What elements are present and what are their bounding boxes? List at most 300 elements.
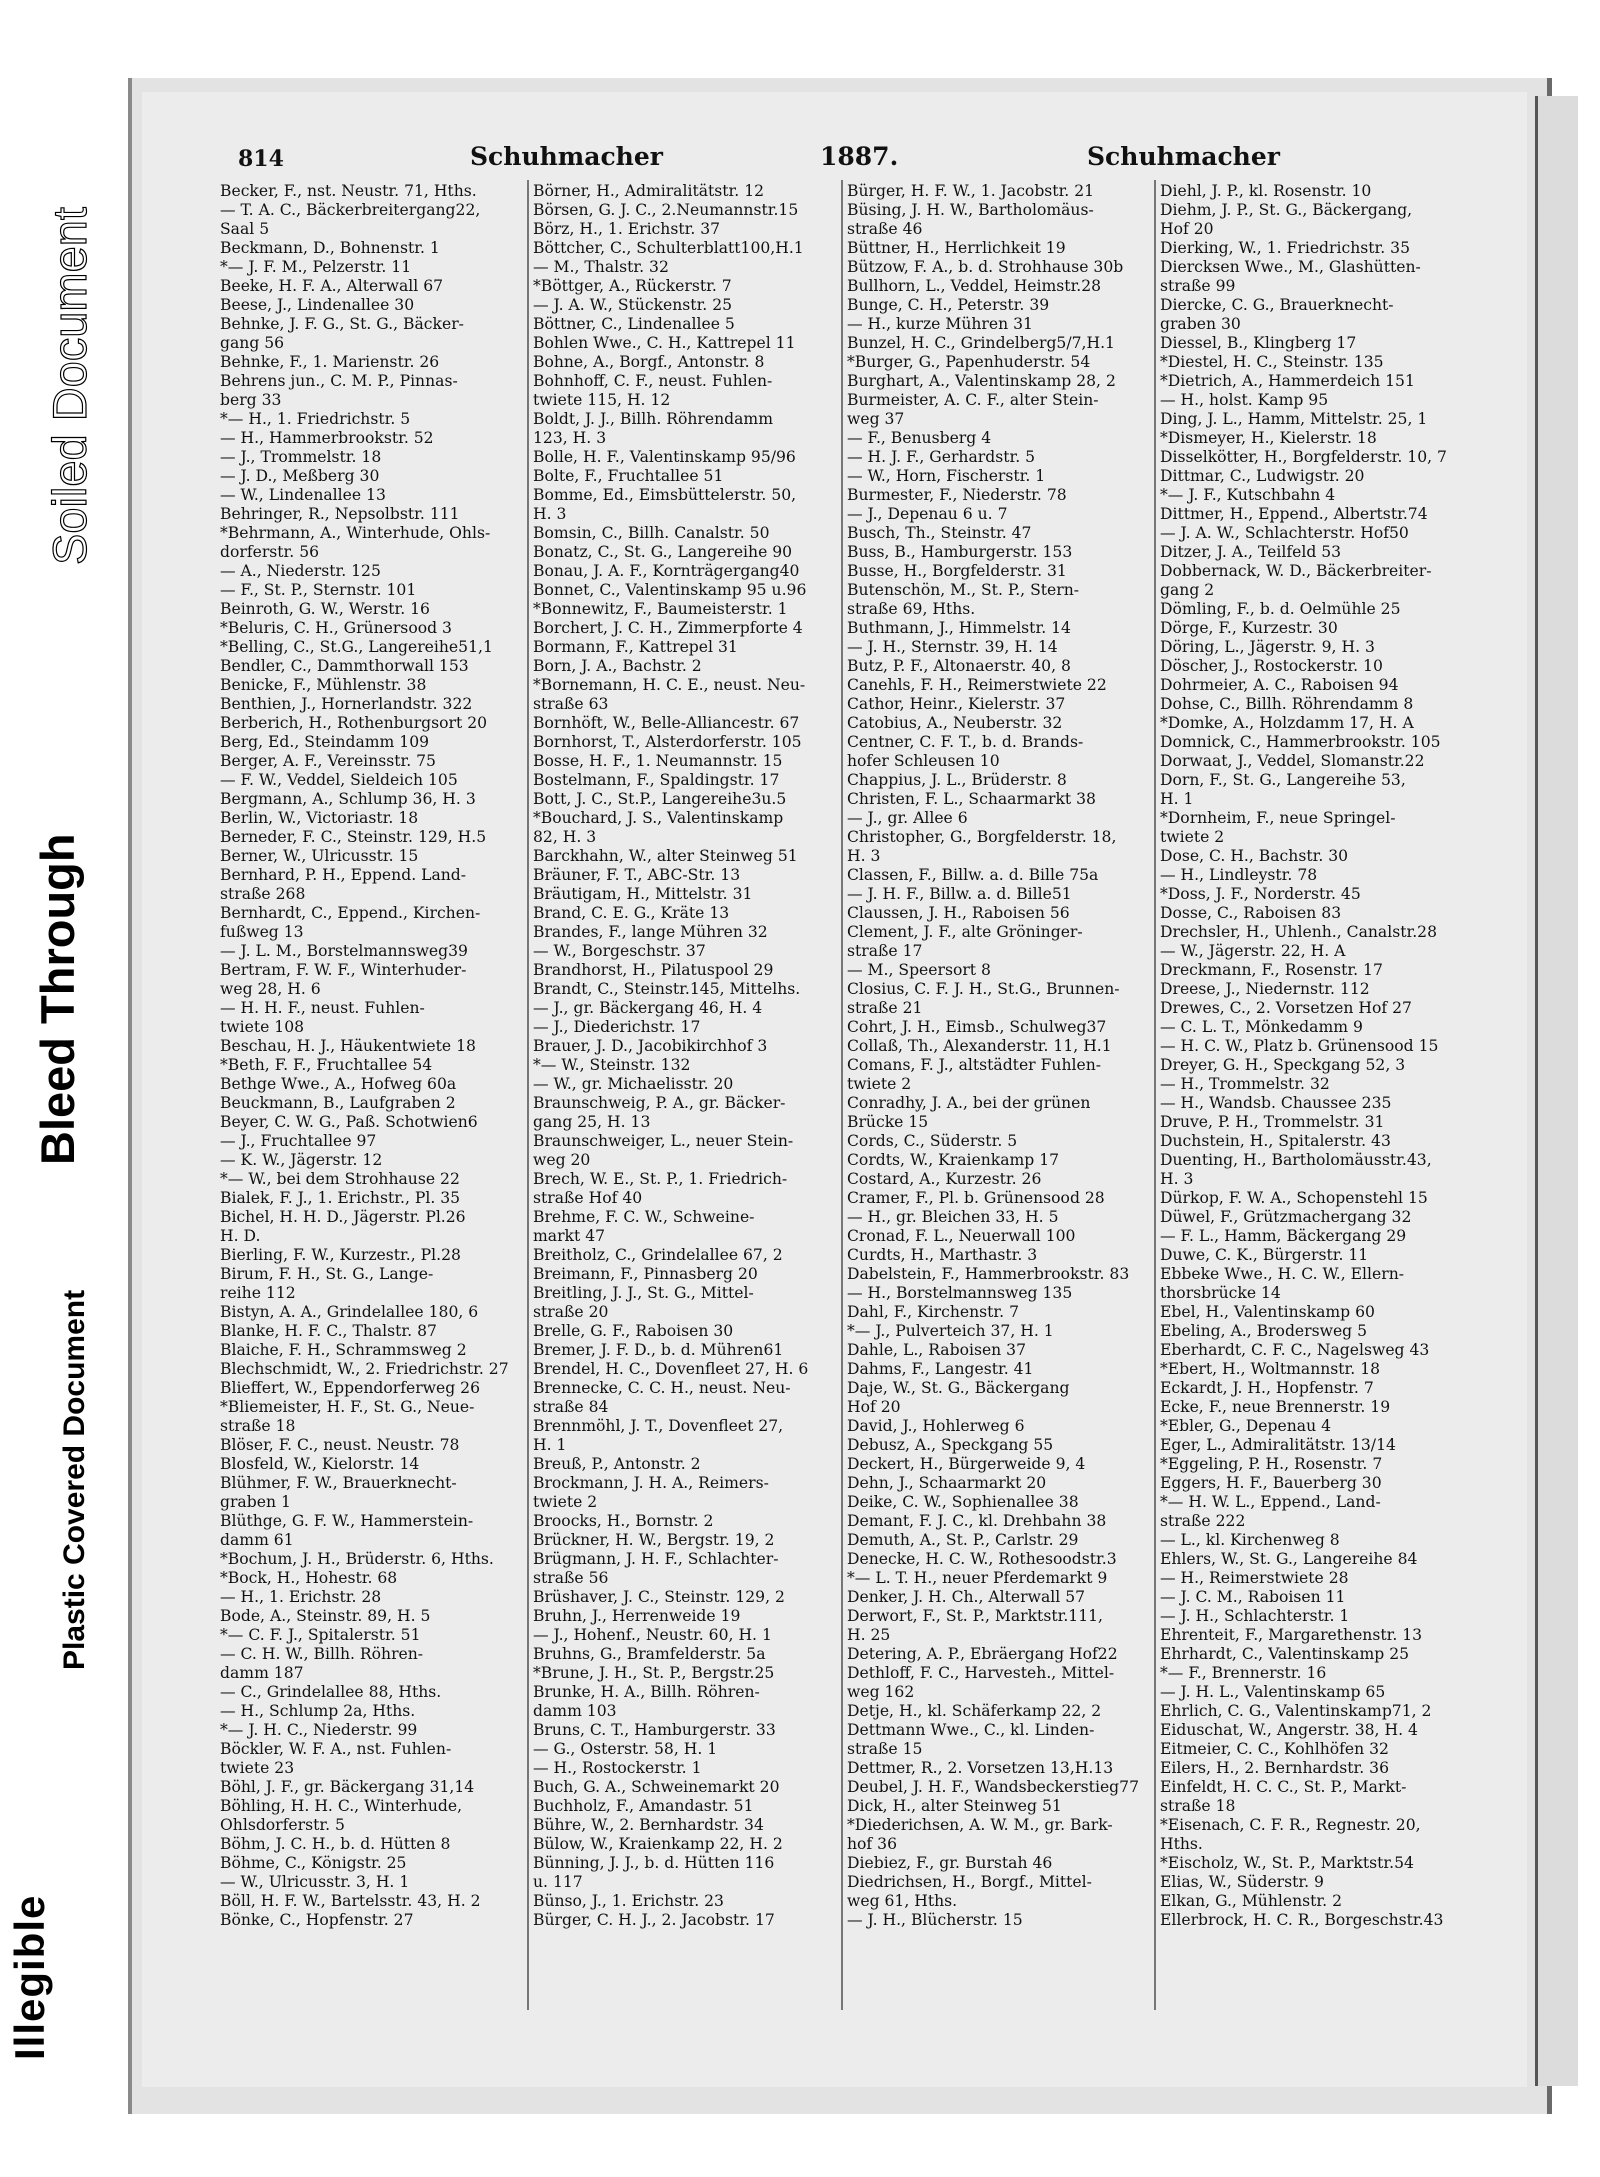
directory-entry: *— L. T. H., neuer Pferdemarkt 9: [847, 1569, 1108, 1587]
directory-entry: Domnick, C., Hammerbrookstr. 105: [1160, 733, 1441, 751]
directory-entry: H. 3: [533, 505, 567, 523]
directory-entry: Dreckmann, F., Rosenstr. 17: [1160, 961, 1383, 979]
directory-entry: — H., Wandsb. Chaussee 235: [1160, 1094, 1392, 1112]
directory-entry: twiete 2: [1160, 828, 1225, 846]
directory-entry: Bergmann, A., Schlump 36, H. 3: [220, 790, 476, 808]
directory-entry: Bolte, F., Fruchtallee 51: [533, 467, 724, 485]
directory-entry: Börner, H., Admiralitätstr. 12: [533, 182, 765, 200]
directory-entry: Brech, W. E., St. P., 1. Friedrich-: [533, 1170, 788, 1188]
directory-entry: Dettmer, R., 2. Vorsetzen 13,H.13: [847, 1759, 1114, 1777]
directory-entry: Breitling, J. J., St. G., Mittel-: [533, 1284, 754, 1302]
directory-entry: — H., Lindleystr. 78: [1160, 866, 1318, 884]
directory-entry: Berlin, W., Victoriastr. 18: [220, 809, 419, 827]
running-head-year: 1887.: [820, 142, 899, 171]
directory-entry: Bürger, H. F. W., 1. Jacobstr. 21: [847, 182, 1095, 200]
directory-entry: *— H., 1. Friedrichstr. 5: [220, 410, 411, 428]
directory-entry: Buss, B., Hamburgerstr. 153: [847, 543, 1073, 561]
directory-entry: Cronad, F. L., Neuerwall 100: [847, 1227, 1076, 1245]
directory-entry: Broocks, H., Bornstr. 2: [533, 1512, 714, 1530]
directory-entry: Brehme, F. C. W., Schweine-: [533, 1208, 755, 1226]
directory-entry: *Belling, C., St.G., Langereihe51,1: [220, 638, 493, 656]
directory-entry: Christopher, G., Borgfelderstr. 18,: [847, 828, 1117, 846]
directory-entry: Bünning, J. J., b. d. Hütten 116: [533, 1854, 775, 1872]
directory-entry: Berneder, F. C., Steinstr. 129, H.5: [220, 828, 487, 846]
directory-entry: Druve, P. H., Trommelstr. 31: [1160, 1113, 1385, 1131]
directory-entry: *Bochum, J. H., Brüderstr. 6, Hths.: [220, 1550, 494, 1568]
directory-entry: Dehn, J., Schaarmarkt 20: [847, 1474, 1047, 1492]
directory-entry: Eggers, H. F., Bauerberg 30: [1160, 1474, 1382, 1492]
directory-entry: Brunke, H. A., Billh. Röhren-: [533, 1683, 760, 1701]
directory-entry: Cordts, W., Kraienkamp 17: [847, 1151, 1060, 1169]
directory-entry: Busse, H., Borgfelderstr. 31: [847, 562, 1067, 580]
directory-entry: Demant, F. J. C., kl. Drehbahn 38: [847, 1512, 1107, 1530]
stamp-illegible: Illegible: [6, 1894, 53, 2060]
directory-entry: Duwe, C. K., Bürgerstr. 11: [1160, 1246, 1369, 1264]
directory-entry: Breimann, F., Pinnasberg 20: [533, 1265, 758, 1283]
directory-entry: Becker, F., nst. Neustr. 71, Hths.: [220, 182, 477, 200]
directory-entry: Brandt, C., Steinstr.145, Mittelhs.: [533, 980, 801, 998]
directory-entry: Bostelmann, F., Spaldingstr. 17: [533, 771, 780, 789]
directory-entry: *— J. H. C., Niederstr. 99: [220, 1721, 418, 1739]
directory-entry: hof 36: [847, 1835, 898, 1853]
directory-entry: Bönke, C., Hopfenstr. 27: [220, 1911, 414, 1929]
directory-entry: Beeke, H. F. A., Alterwall 67: [220, 277, 444, 295]
directory-entry: Chappius, J. L., Brüderstr. 8: [847, 771, 1067, 789]
directory-entry: Diercksen Wwe., M., Glashütten-: [1160, 258, 1421, 276]
directory-entry: Blechschmidt, W., 2. Friedrichstr. 27: [220, 1360, 509, 1378]
directory-entry: Blüthge, G. F. W., Hammerstein-: [220, 1512, 474, 1530]
directory-entry: H. 3: [1160, 1170, 1194, 1188]
directory-entry: Ecke, F., neue Brennerstr. 19: [1160, 1398, 1391, 1416]
directory-entry: Deike, C. W., Sophienallee 38: [847, 1493, 1079, 1511]
directory-entry: — J. H. L., Valentinskamp 65: [1160, 1683, 1386, 1701]
directory-entry: Einfeldt, H. C. C., St. P., Markt-: [1160, 1778, 1407, 1796]
directory-entry: gang 25, H. 13: [533, 1113, 651, 1131]
directory-entry: — H., Rostockerstr. 1: [533, 1759, 702, 1777]
directory-entry: Böttner, C., Lindenallee 5: [533, 315, 735, 333]
directory-entry: Hof 20: [847, 1398, 901, 1416]
directory-entry: *Bock, H., Hohestr. 68: [220, 1569, 398, 1587]
directory-entry: straße 56: [533, 1569, 609, 1587]
directory-entry: Drewes, C., 2. Vorsetzen Hof 27: [1160, 999, 1412, 1017]
directory-entry: *Eischolz, W., St. P., Marktstr.54: [1160, 1854, 1414, 1872]
directory-entry: — H., kurze Mühren 31: [847, 315, 1033, 333]
directory-entry: Butenschön, M., St. P., Stern-: [847, 581, 1080, 599]
directory-entry: Elias, W., Süderstr. 9: [1160, 1873, 1324, 1891]
directory-entry: Bernhardt, C., Eppend., Kirchen-: [220, 904, 481, 922]
directory-entry: straße 84: [533, 1398, 609, 1416]
directory-entry: *— C. F. J., Spitalerstr. 51: [220, 1626, 421, 1644]
directory-entry: *— J. F. M., Pelzerstr. 11: [220, 258, 412, 276]
directory-entry: — J. C. M., Raboisen 11: [1160, 1588, 1346, 1606]
directory-entry: u. 117: [533, 1873, 583, 1891]
directory-entry: Dreese, J., Niedernstr. 112: [1160, 980, 1370, 998]
directory-entry: Brennmöhl, J. T., Dovenfleet 27,: [533, 1417, 784, 1435]
directory-entry: *— J., Pulverteich 37, H. 1: [847, 1322, 1054, 1340]
directory-entry: — J. L. M., Borstelmannsweg39: [220, 942, 468, 960]
directory-entry: Böhling, H. H. C., Winterhude,: [220, 1797, 463, 1815]
directory-entry: Burmester, F., Niederstr. 78: [847, 486, 1067, 504]
directory-entry: Behnke, F., 1. Marienstr. 26: [220, 353, 440, 371]
directory-entry: Bützow, F. A., b. d. Strohhause 30b: [847, 258, 1124, 276]
directory-entry: Bornhöft, W., Belle-Alliancestr. 67: [533, 714, 800, 732]
directory-entry: Dabelstein, F., Hammerbrookstr. 83: [847, 1265, 1130, 1283]
directory-entry: Diehl, J. P., kl. Rosenstr. 10: [1160, 182, 1372, 200]
directory-entry: weg 28, H. 6: [220, 980, 321, 998]
directory-entry: Debusz, A., Speckgang 55: [847, 1436, 1054, 1454]
directory-entry: Ebeling, A., Brodersweg 5: [1160, 1322, 1368, 1340]
directory-entry: Dohse, C., Billh. Röhrendamm 8: [1160, 695, 1414, 713]
directory-entry: Böhl, J. F., gr. Bäckergang 31,14: [220, 1778, 475, 1796]
directory-entry: Diessel, B., Klingberg 17: [1160, 334, 1357, 352]
directory-entry: 82, H. 3: [533, 828, 597, 846]
directory-entry: dorferstr. 56: [220, 543, 320, 561]
directory-entry: gang 56: [220, 334, 285, 352]
directory-entry: — W., Lindenallee 13: [220, 486, 386, 504]
directory-entry: Braunschweiger, L., neuer Stein-: [533, 1132, 794, 1150]
directory-entry: Bierling, F. W., Kurzestr., Pl.28: [220, 1246, 461, 1264]
directory-entry: H. 1: [1160, 790, 1194, 808]
directory-entry: straße 69, Hths.: [847, 600, 976, 618]
directory-entry: Döring, L., Jägerstr. 9, H. 3: [1160, 638, 1375, 656]
directory-entry: Christen, F. L., Schaarmarkt 38: [847, 790, 1096, 808]
running-head-left: Schuhmacher: [470, 142, 663, 171]
directory-entry: Behringer, R., Nepsolbstr. 111: [220, 505, 460, 523]
directory-entry: Breuß, P., Antonstr. 2: [533, 1455, 701, 1473]
directory-entry: Büttner, H., Herrlichkeit 19: [847, 239, 1066, 257]
directory-entry: Ohlsdorferstr. 5: [220, 1816, 345, 1834]
directory-entry: Brüshaver, J. C., Steinstr. 129, 2: [533, 1588, 785, 1606]
directory-entry: straße 15: [847, 1740, 923, 1758]
directory-entry: markt 47: [533, 1227, 606, 1245]
directory-entry: Dömling, F., b. d. Oelmühle 25: [1160, 600, 1401, 618]
directory-entry: Bremer, J. F. D., b. d. Mühren61: [533, 1341, 784, 1359]
directory-entry: — J., Fruchtallee 97: [220, 1132, 377, 1150]
directory-entry: twiete 23: [220, 1759, 295, 1777]
directory-entry: — J., gr. Bäckergang 46, H. 4: [533, 999, 763, 1017]
directory-entry: Duenting, H., Bartholomäusstr.43,: [1160, 1151, 1432, 1169]
directory-entry: Eger, L., Admiralitätstr. 13/14: [1160, 1436, 1396, 1454]
directory-entry: Bertram, F. W. F., Winterhuder-: [220, 961, 467, 979]
directory-entry: Breitholz, C., Grindelallee 67, 2: [533, 1246, 783, 1264]
directory-entry: weg 20: [533, 1151, 591, 1169]
directory-entry: Beinroth, G. W., Werstr. 16: [220, 600, 430, 618]
directory-entry: Brennecke, C. C. H., neust. Neu-: [533, 1379, 791, 1397]
directory-entry: *— W., bei dem Strohhause 22: [220, 1170, 460, 1188]
directory-entry: Curdts, H., Marthastr. 3: [847, 1246, 1038, 1264]
directory-entry: 123, H. 3: [533, 429, 607, 447]
directory-entry: — W., Jägerstr. 22, H. A: [1160, 942, 1346, 960]
directory-entry: Brügmann, J. H. F., Schlachter-: [533, 1550, 779, 1568]
directory-entry: — T. A. C., Bäckerbreitergang22,: [220, 201, 481, 219]
directory-entry: — W., Horn, Fischerstr. 1: [847, 467, 1046, 485]
directory-entry: Eitmeier, C. C., Kohlhöfen 32: [1160, 1740, 1389, 1758]
directory-entry: Borchert, J. C. H., Zimmerpforte 4: [533, 619, 803, 637]
directory-entry: — H., Borstelmannsweg 135: [847, 1284, 1073, 1302]
directory-entry: Butz, P. F., Altonaerstr. 40, 8: [847, 657, 1071, 675]
directory-entry: Busch, Th., Steinstr. 47: [847, 524, 1032, 542]
directory-entry: *Diederichsen, A. W. M., gr. Bark-: [847, 1816, 1113, 1834]
directory-entry: Bornhorst, T., Alsterdorferstr. 105: [533, 733, 802, 751]
directory-entry: *Doss, J. F., Norderstr. 45: [1160, 885, 1361, 903]
directory-entry: *— H. W. L., Eppend., Land-: [1160, 1493, 1381, 1511]
directory-entry: *Dismeyer, H., Kielerstr. 18: [1160, 429, 1377, 447]
directory-entry: — C., Grindelallee 88, Hths.: [220, 1683, 442, 1701]
directory-entry: Buch, G. A., Schweinemarkt 20: [533, 1778, 780, 1796]
directory-entry: — M., Thalstr. 32: [533, 258, 669, 276]
directory-entry: Conradhy, J. A., bei der grünen: [847, 1094, 1091, 1112]
directory-entry: Brückner, H. W., Bergstr. 19, 2: [533, 1531, 775, 1549]
directory-column-3: [847, 182, 1147, 2012]
directory-entry: gang 2: [1160, 581, 1215, 599]
directory-column-1: [220, 182, 520, 2012]
directory-entry: — J., Hohenf., Neustr. 60, H. 1: [533, 1626, 772, 1644]
directory-entry: — H., Trommelstr. 32: [1160, 1075, 1330, 1093]
directory-entry: — H., holst. Kamp 95: [1160, 391, 1329, 409]
directory-entry: — F. L., Hamm, Bäckergang 29: [1160, 1227, 1407, 1245]
directory-entry: — F., St. P., Sternstr. 101: [220, 581, 417, 599]
directory-entry: Bormann, F., Kattrepel 31: [533, 638, 738, 656]
directory-entry: *Diestel, H. C., Steinstr. 135: [1160, 353, 1384, 371]
directory-entry: Bruhn, J., Herrenweide 19: [533, 1607, 741, 1625]
directory-entry: *Beluris, C. H., Grünersood 3: [220, 619, 452, 637]
directory-entry: H. 25: [847, 1626, 891, 1644]
directory-entry: Brand, C. E. G., Kräte 13: [533, 904, 730, 922]
directory-entry: Berberich, H., Rothenburgsort 20: [220, 714, 488, 732]
directory-entry: Bunge, C. H., Peterstr. 39: [847, 296, 1050, 314]
directory-entry: Barckhahn, W., alter Steinweg 51: [533, 847, 798, 865]
directory-entry: Boldt, J. J., Billh. Röhrendamm: [533, 410, 773, 428]
directory-entry: Brelle, G. F., Raboisen 30: [533, 1322, 734, 1340]
directory-entry: Bülow, W., Kraienkamp 22, H. 2: [533, 1835, 783, 1853]
directory-entry: Cathor, Heinr., Kielerstr. 37: [847, 695, 1066, 713]
directory-entry: Böll, H. F. W., Bartelsstr. 43, H. 2: [220, 1892, 481, 1910]
directory-entry: weg 162: [847, 1683, 915, 1701]
directory-entry: Ehrlich, C. G., Valentinskamp71, 2: [1160, 1702, 1432, 1720]
directory-entry: *Ebert, H., Woltmannstr. 18: [1160, 1360, 1381, 1378]
directory-entry: *— J. F., Kutschbahn 4: [1160, 486, 1336, 504]
directory-entry: Bohnhoff, C. F., neust. Fuhlen-: [533, 372, 773, 390]
directory-entry: *Bonnewitz, F., Baumeisterstr. 1: [533, 600, 788, 618]
directory-entry: Bohne, A., Borgf., Antonstr. 8: [533, 353, 765, 371]
directory-entry: *Ebler, G., Depenau 4: [1160, 1417, 1332, 1435]
directory-entry: *Eisenach, C. F. R., Regnestr. 20,: [1160, 1816, 1421, 1834]
directory-entry: Diercke, C. G., Brauerknecht-: [1160, 296, 1394, 314]
directory-entry: straße 17: [847, 942, 923, 960]
directory-entry: Bernhard, P. H., Eppend. Land-: [220, 866, 467, 884]
directory-entry: Bürger, C. H. J., 2. Jacobstr. 17: [533, 1911, 775, 1929]
directory-entry: Blaiche, F. H., Schrammsweg 2: [220, 1341, 467, 1359]
directory-entry: Collaß, Th., Alexanderstr. 11, H.1: [847, 1037, 1112, 1055]
directory-entry: Dahms, F., Langestr. 41: [847, 1360, 1034, 1378]
directory-entry: Dierking, W., 1. Friedrichstr. 35: [1160, 239, 1411, 257]
directory-entry: Comans, F. J., altstädter Fuhlen-: [847, 1056, 1102, 1074]
directory-entry: Daje, W., St. G., Bäckergang: [847, 1379, 1070, 1397]
directory-entry: *Eggeling, P. H., Rosenstr. 7: [1160, 1455, 1383, 1473]
column-rule: [1154, 180, 1156, 2010]
directory-entry: Dohrmeier, A. C., Raboisen 94: [1160, 676, 1399, 694]
directory-entry: Dittmer, H., Eppend., Albertstr.74: [1160, 505, 1428, 523]
directory-entry: Blosfeld, W., Kielorstr. 14: [220, 1455, 420, 1473]
directory-entry: *Dornheim, F., neue Springel-: [1160, 809, 1396, 827]
directory-entry: Canehls, F. H., Reimerstwiete 22: [847, 676, 1107, 694]
directory-entry: straße Hof 40: [533, 1189, 643, 1207]
directory-entry: Buthmann, J., Himmelstr. 14: [847, 619, 1071, 637]
directory-entry: — J., gr. Allee 6: [847, 809, 968, 827]
directory-entry: *— F., Brennerstr. 16: [1160, 1664, 1327, 1682]
directory-entry: — J., Diederichstr. 17: [533, 1018, 701, 1036]
directory-entry: Bruns, C. T., Hamburgerstr. 33: [533, 1721, 776, 1739]
column-rule: [841, 180, 843, 2010]
directory-entry: Costard, A., Kurzestr. 26: [847, 1170, 1042, 1188]
directory-entry: Börsen, G. J. C., 2.Neumannstr.15: [533, 201, 799, 219]
directory-entry: Elkan, G., Mühlenstr. 2: [1160, 1892, 1342, 1910]
directory-entry: *Burger, G., Papenhuderstr. 54: [847, 353, 1091, 371]
next-page-edge: [1535, 96, 1578, 2086]
directory-entry: *Beth, F. F., Fruchtallee 54: [220, 1056, 433, 1074]
directory-entry: Centner, C. F. T., b. d. Brands-: [847, 733, 1084, 751]
directory-entry: Brockmann, J. H. A., Reimers-: [533, 1474, 769, 1492]
directory-entry: Böhme, C., Königstr. 25: [220, 1854, 407, 1872]
stamp-bleed-through: Bleed Through: [31, 833, 84, 1165]
directory-entry: Dreyer, G. H., Speckgang 52, 3: [1160, 1056, 1406, 1074]
directory-entry: Dose, C. H., Bachstr. 30: [1160, 847, 1349, 865]
directory-entry: *Dietrich, A., Hammerdeich 151: [1160, 372, 1415, 390]
directory-entry: — H. C. W., Platz b. Grünensood 15: [1160, 1037, 1439, 1055]
scan-label-strip: [0, 0, 110, 2177]
directory-entry: Bruhns, G., Bramfelderstr. 5a: [533, 1645, 766, 1663]
page-number: 814: [238, 146, 284, 172]
directory-entry: Buchholz, F., Amandastr. 51: [533, 1797, 754, 1815]
directory-entry: David, J., Hohlerweg 6: [847, 1417, 1025, 1435]
directory-entry: — W., gr. Michaelisstr. 20: [533, 1075, 734, 1093]
directory-entry: weg 37: [847, 410, 905, 428]
directory-entry: — G., Osterstr. 58, H. 1: [533, 1740, 718, 1758]
directory-entry: — H., Schlump 2a, Hths.: [220, 1702, 416, 1720]
directory-entry: Ellerbrock, H. C. R., Borgeschstr.43: [1160, 1911, 1444, 1929]
directory-entry: *Behrmann, A., Winterhude, Ohls-: [220, 524, 491, 542]
directory-entry: Disselkötter, H., Borgfelderstr. 10, 7: [1160, 448, 1447, 466]
directory-entry: *Brune, J. H., St. P., Bergstr.25: [533, 1664, 775, 1682]
directory-entry: Demuth, A., St. P., Carlstr. 29: [847, 1531, 1079, 1549]
directory-entry: H. 1: [533, 1436, 567, 1454]
directory-entry: — K. W., Jägerstr. 12: [220, 1151, 383, 1169]
directory-entry: Bott, J. C., St.P., Langereihe3u.5: [533, 790, 787, 808]
directory-entry: Brandes, F., lange Mühren 32: [533, 923, 768, 941]
directory-entry: Burmeister, A. C. F., alter Stein-: [847, 391, 1099, 409]
directory-entry: Classen, F., Billw. a. d. Bille 75a: [847, 866, 1099, 884]
stamp-soiled-document: Soiled Document: [43, 207, 96, 565]
directory-entry: Clement, J. F., alte Gröninger-: [847, 923, 1083, 941]
directory-entry: Beese, J., Lindenallee 30: [220, 296, 415, 314]
directory-entry: reihe 112: [220, 1284, 296, 1302]
directory-entry: — J. H. F., Billw. a. d. Bille51: [847, 885, 1072, 903]
directory-entry: Closius, C. F. J. H., St.G., Brunnen-: [847, 980, 1120, 998]
directory-entry: — J. A. W., Schlachterstr. Hof50: [1160, 524, 1409, 542]
directory-entry: — H., Reimerstwiete 28: [1160, 1569, 1349, 1587]
directory-entry: Cramer, F., Pl. b. Grünensood 28: [847, 1189, 1105, 1207]
directory-entry: — J. H., Schlachterstr. 1: [1160, 1607, 1350, 1625]
directory-entry: Eiduschat, W., Angerstr. 38, H. 4: [1160, 1721, 1418, 1739]
directory-entry: Eilers, H., 2. Bernhardstr. 36: [1160, 1759, 1389, 1777]
directory-entry: Born, J. A., Bachstr. 2: [533, 657, 702, 675]
directory-entry: twiete 2: [847, 1075, 912, 1093]
directory-entry: Claussen, J. H., Raboisen 56: [847, 904, 1070, 922]
directory-entry: Berg, Ed., Steindamm 109: [220, 733, 430, 751]
directory-entry: Benicke, F., Mühlenstr. 38: [220, 676, 427, 694]
directory-entry: H. D.: [220, 1227, 261, 1245]
directory-entry: Dick, H., alter Steinweg 51: [847, 1797, 1062, 1815]
directory-entry: Ehrhardt, C., Valentinskamp 25: [1160, 1645, 1410, 1663]
directory-entry: Bräutigam, H., Mittelstr. 31: [533, 885, 753, 903]
directory-entry: twiete 2: [533, 1493, 598, 1511]
directory-entry: fußweg 13: [220, 923, 304, 941]
directory-entry: Bistyn, A. A., Grindelallee 180, 6: [220, 1303, 479, 1321]
directory-entry: Bomme, Ed., Eimsbüttelerstr. 50,: [533, 486, 797, 504]
directory-entry: Bräuner, F. T., ABC-Str. 13: [533, 866, 741, 884]
directory-entry: Börz, H., 1. Erichstr. 37: [533, 220, 721, 238]
directory-entry: Dörge, F., Kurzestr. 30: [1160, 619, 1338, 637]
directory-entry: Bichel, H. H. D., Jägerstr. Pl.26: [220, 1208, 466, 1226]
directory-entry: Dahle, L., Raboisen 37: [847, 1341, 1027, 1359]
directory-entry: Deubel, J. H. F., Wandsbeckerstieg77: [847, 1778, 1139, 1796]
directory-column-2: [533, 182, 833, 2012]
directory-entry: Bünso, J., 1. Erichstr. 23: [533, 1892, 724, 1910]
directory-entry: — L., kl. Kirchenweg 8: [1160, 1531, 1340, 1549]
directory-entry: Brandhorst, H., Pilatuspool 29: [533, 961, 774, 979]
directory-entry: — H., Hammerbrookstr. 52: [220, 429, 434, 447]
directory-entry: Blöser, F. C., neust. Neustr. 78: [220, 1436, 460, 1454]
directory-entry: Bohlen Wwe., C. H., Kattrepel 11: [533, 334, 796, 352]
directory-entry: Hof 20: [1160, 220, 1214, 238]
directory-entry: graben 1: [220, 1493, 291, 1511]
directory-entry: straße 222: [1160, 1512, 1246, 1530]
directory-entry: — W., Ulricusstr. 3, H. 1: [220, 1873, 410, 1891]
directory-entry: Bunzel, H. C., Grindelberg5/7,H.1: [847, 334, 1115, 352]
directory-entry: — J., Depenau 6 u. 7: [847, 505, 1008, 523]
directory-entry: Bonnet, C., Valentinskamp 95 u.96: [533, 581, 807, 599]
directory-entry: *— W., Steinstr. 132: [533, 1056, 691, 1074]
directory-entry: Burghart, A., Valentinskamp 28, 2: [847, 372, 1116, 390]
directory-entry: Düwel, F., Grützmachergang 32: [1160, 1208, 1412, 1226]
directory-entry: — C. L. T., Mönkedamm 9: [1160, 1018, 1363, 1036]
directory-entry: Diebiez, F., gr. Burstah 46: [847, 1854, 1053, 1872]
directory-entry: Beckmann, D., Bohnenstr. 1: [220, 239, 440, 257]
directory-entry: Bialek, F. J., 1. Erichstr., Pl. 35: [220, 1189, 461, 1207]
directory-entry: — J. D., Meßberg 30: [220, 467, 380, 485]
directory-entry: thorsbrücke 14: [1160, 1284, 1281, 1302]
directory-entry: Dürkop, F. W. A., Schopenstehl 15: [1160, 1189, 1428, 1207]
directory-entry: Behrens jun., C. M. P., Pinnas-: [220, 372, 458, 390]
column-rule: [527, 180, 529, 2010]
directory-entry: Bühre, W., 2. Bernhardstr. 34: [533, 1816, 764, 1834]
directory-entry: Bethge Wwe., A., Hofweg 60a: [220, 1075, 457, 1093]
directory-entry: straße 18: [220, 1417, 296, 1435]
directory-entry: Duchstein, H., Spitalerstr. 43: [1160, 1132, 1391, 1150]
directory-entry: Benthien, J., Hornerlandstr. 322: [220, 695, 473, 713]
directory-entry: Dethloff, F. C., Harvesteh., Mittel-: [847, 1664, 1115, 1682]
directory-entry: — C. H. W., Billh. Röhren-: [220, 1645, 424, 1663]
directory-entry: Dahl, F., Kirchenstr. 7: [847, 1303, 1019, 1321]
directory-entry: Ebbeke Wwe., H. C. W., Ellern-: [1160, 1265, 1405, 1283]
directory-entry: Diedrichsen, H., Borgf., Mittel-: [847, 1873, 1092, 1891]
directory-entry: Eberhardt, C. F. C., Nagelsweg 43: [1160, 1341, 1430, 1359]
directory-entry: — J., Trommelstr. 18: [220, 448, 382, 466]
directory-entry: Ding, J. L., Hamm, Mittelstr. 25, 1: [1160, 410, 1428, 428]
directory-entry: — H., gr. Bleichen 33, H. 5: [847, 1208, 1059, 1226]
directory-entry: Bode, A., Steinstr. 89, H. 5: [220, 1607, 431, 1625]
directory-entry: Dorn, F., St. G., Langereihe 53,: [1160, 771, 1406, 789]
